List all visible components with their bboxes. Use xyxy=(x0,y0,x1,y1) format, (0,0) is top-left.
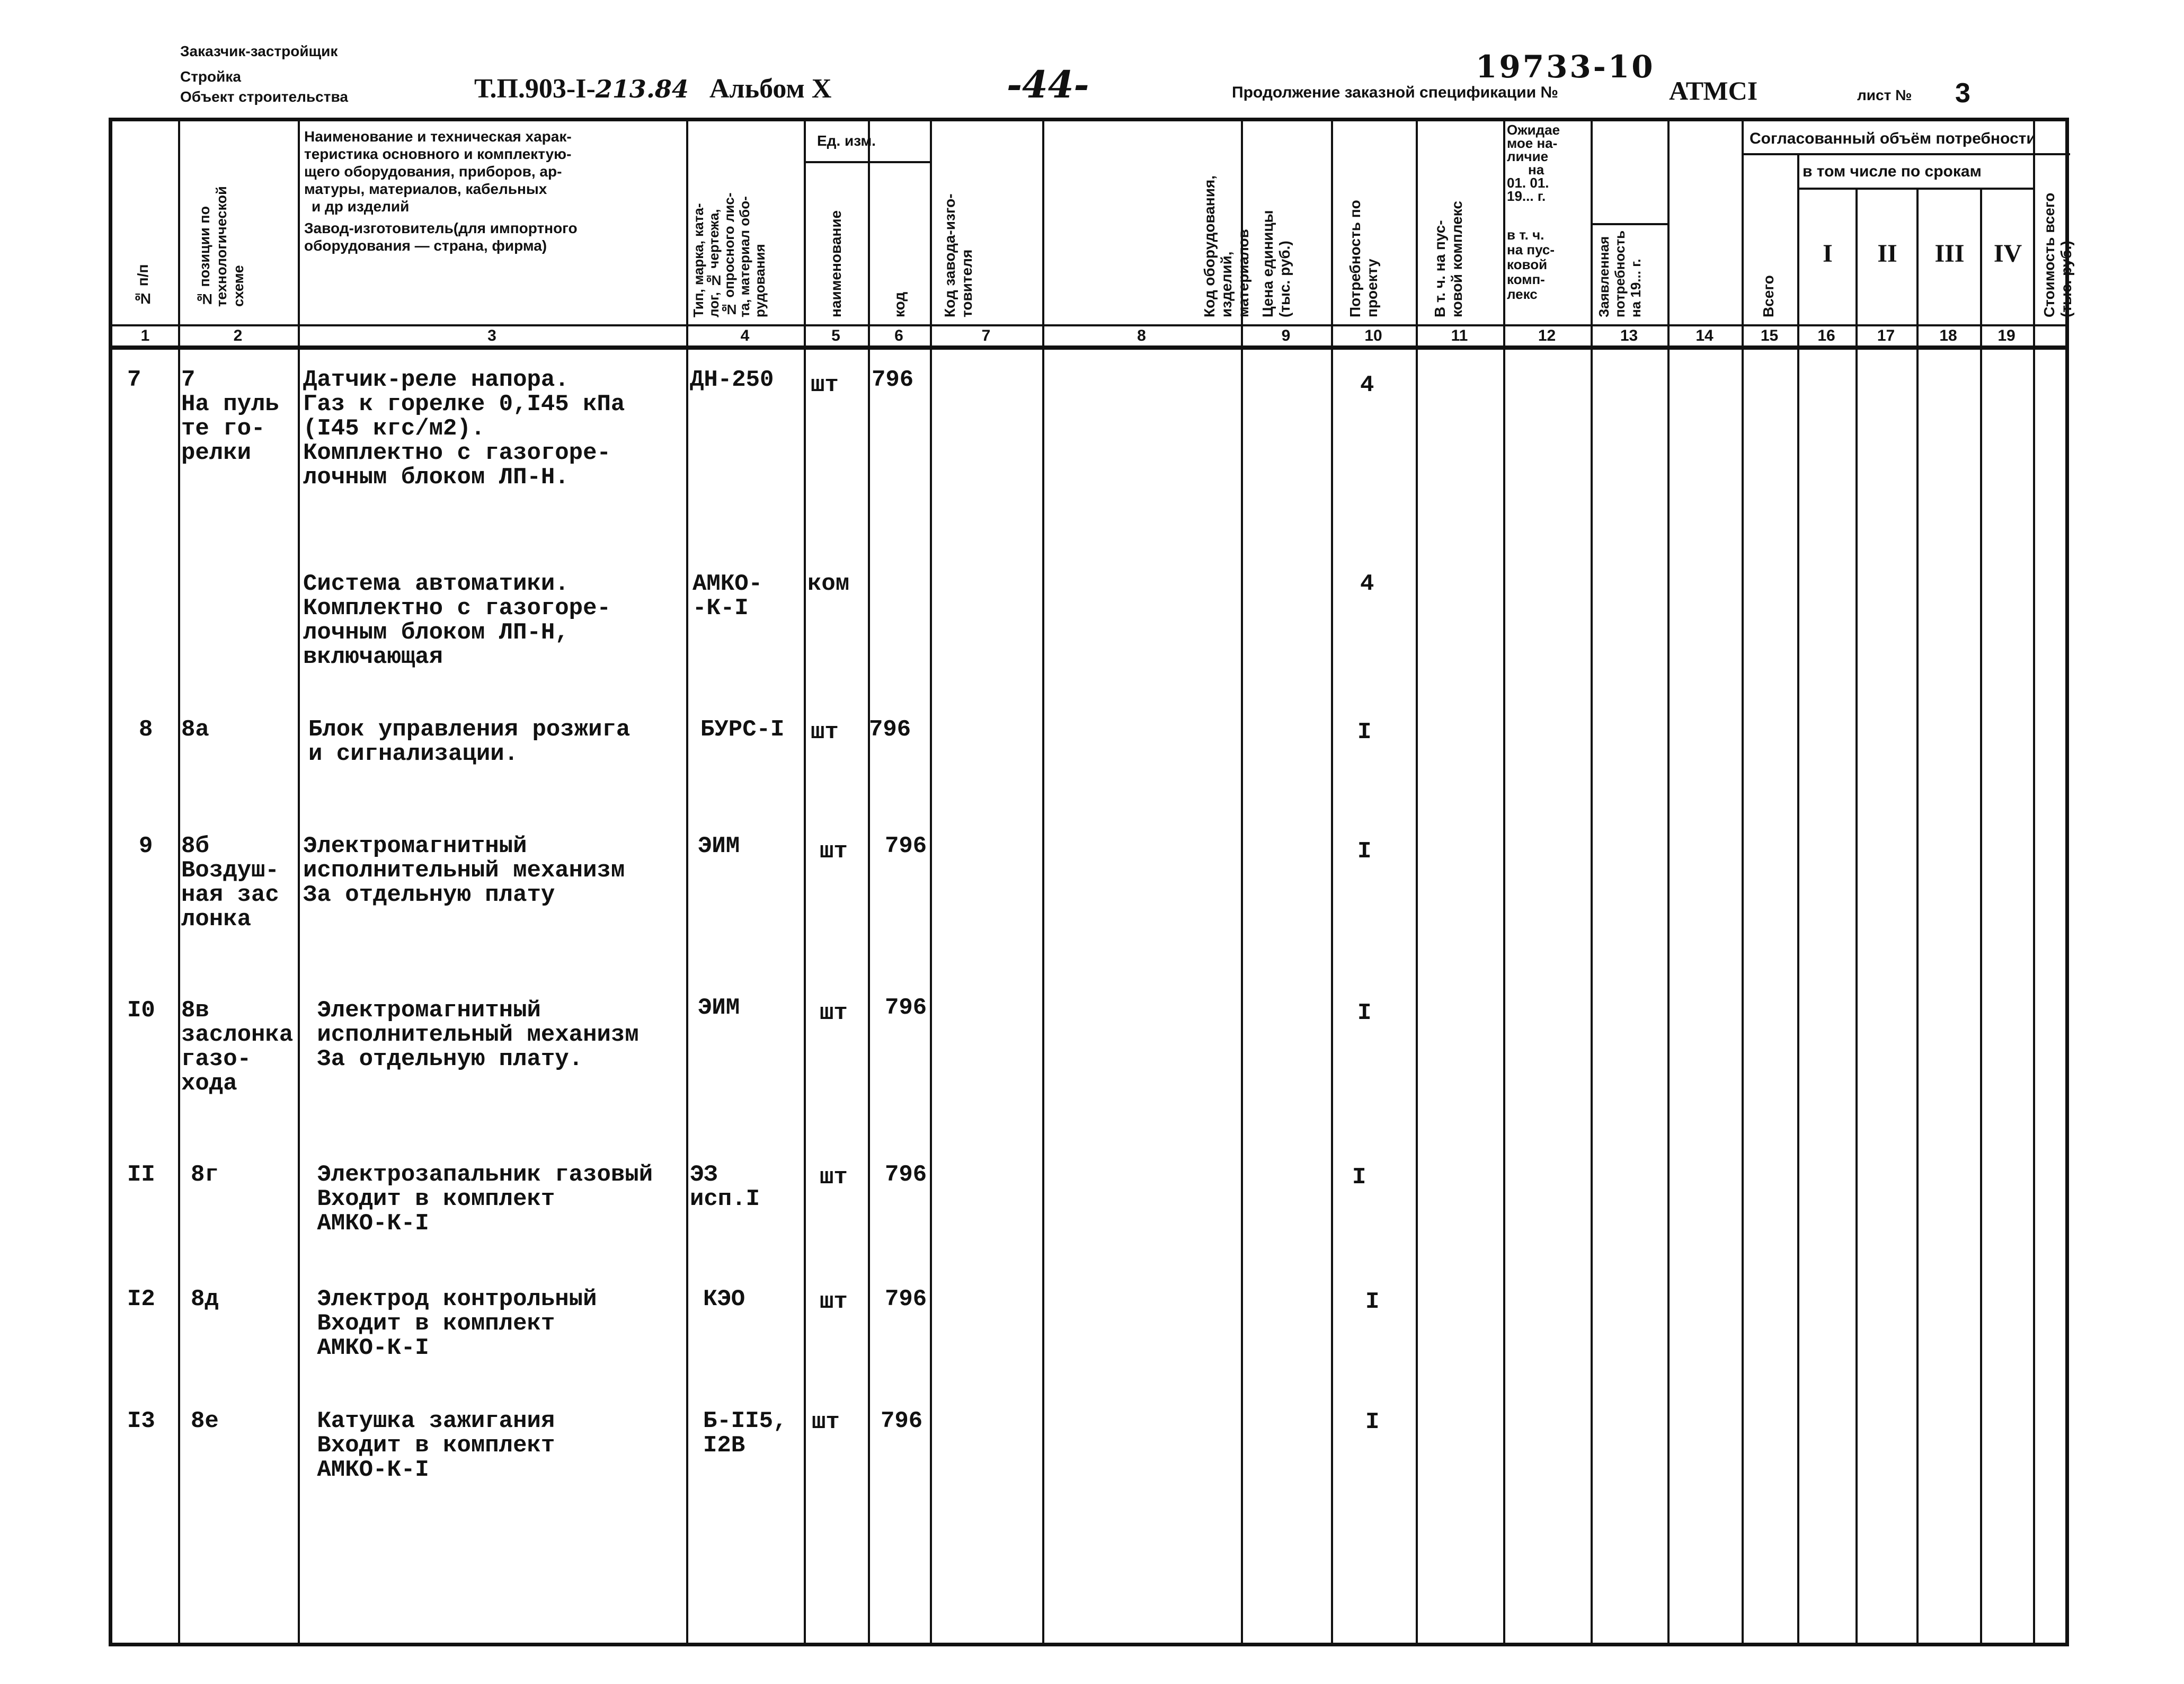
col-number: 6 xyxy=(894,327,903,344)
header-col16: II xyxy=(1877,240,1897,268)
row-type: БУРС-I xyxy=(700,716,785,743)
row-number: 8 xyxy=(139,716,153,743)
col-number: 16 xyxy=(1817,327,1835,344)
header-col3-line: и др изделий xyxy=(312,198,410,215)
row-name: Катушка зажигания Входит в комплект АМКО-К-I xyxy=(317,1408,555,1483)
row-name: Электрод контрольный Входит в комплект АМКО-К-I xyxy=(317,1286,597,1361)
col-line xyxy=(1742,121,1744,1645)
header-col12-line: Ожидае xyxy=(1507,122,1560,138)
header-col8-line: изделий, xyxy=(1218,251,1235,317)
col-line xyxy=(1503,121,1505,1645)
col-number: 12 xyxy=(1538,327,1556,344)
row-position: 7 На пуль те го- релки xyxy=(181,367,279,466)
col-number: 15 xyxy=(1760,327,1779,344)
customer-label: Заказчик-застройщик xyxy=(180,43,338,59)
row-name: Электромагнитный исполнительный механизм За отдельную плату xyxy=(303,833,625,908)
row-number: II xyxy=(127,1162,155,1188)
header-col12-line: на пус- xyxy=(1507,242,1555,258)
header-agreed-group: Согласованный объём потребности xyxy=(1750,130,2036,147)
row-name: Электрозапальник газовый Входит в комплект АМКО-К-I xyxy=(317,1162,653,1237)
col-line xyxy=(1042,121,1044,1645)
header-col12-top xyxy=(1507,123,1560,203)
row-position: 8е xyxy=(191,1408,219,1434)
col-line xyxy=(804,121,806,1645)
row-quantity: I xyxy=(1352,1164,1366,1191)
project-code xyxy=(474,73,831,104)
header-col3-line: теристика основного и комплектую- xyxy=(304,146,572,162)
header-col12-line: в т. ч. xyxy=(1507,227,1544,243)
row-unit: шт xyxy=(820,1164,848,1191)
header-col18: IV xyxy=(1993,240,2022,268)
header-col4-line: № опросного лис- xyxy=(721,192,737,317)
col-line xyxy=(868,121,870,1645)
col-line xyxy=(1916,188,1919,1645)
row-quantity: I xyxy=(1365,1289,1380,1315)
header-col8 xyxy=(1201,132,1252,317)
col-line xyxy=(1667,121,1670,1645)
header-col7-line: товителя xyxy=(958,249,975,317)
col-line xyxy=(178,121,180,1645)
header-col3-line: Завод-изготовитель(для импортного xyxy=(304,220,578,236)
row-unit-code: 796 xyxy=(885,833,927,859)
header-col4-line: Тип, марка, ката- xyxy=(690,203,706,317)
header-col13 xyxy=(1596,196,1644,317)
row-quantity: I xyxy=(1357,1000,1372,1026)
header-col12-line: личие xyxy=(1507,148,1549,164)
header-col1: № п/п xyxy=(135,264,151,307)
header-col5: наименование xyxy=(828,210,844,317)
header-col12-line: 19... г. xyxy=(1507,188,1546,204)
header-col19 xyxy=(2041,137,2075,317)
header-col3-line: оборудования — страна, фирма) xyxy=(304,237,547,254)
header-col12-bottom xyxy=(1507,227,1555,302)
header-col9-line: (тыс. руб.) xyxy=(1276,241,1293,317)
col-line xyxy=(686,121,688,1645)
row-position: 8б Воздуш- ная зас лонка xyxy=(181,833,279,933)
header-col6: код xyxy=(891,291,908,317)
col-number: 14 xyxy=(1695,327,1714,344)
row-unit: шт xyxy=(820,838,848,865)
row-unit: шт xyxy=(820,1289,848,1315)
row-number: I2 xyxy=(127,1286,155,1313)
col-line xyxy=(1416,121,1418,1645)
header-col11-line: ковой комплекс xyxy=(1449,201,1465,317)
row-quantity: 4 xyxy=(1360,372,1374,398)
row-position: 8в заслонка газо- хода xyxy=(181,997,294,1097)
row-name: Электромагнитный исполнительный механизм За отдельную плату. xyxy=(317,997,639,1073)
col-number: 1 xyxy=(140,327,150,344)
continuation-label: Продолжение заказной спецификации № xyxy=(1232,84,1558,101)
row-name: Система автоматики. Комплектно с газогоре- лочным блоком ЛП-Н, включающая xyxy=(303,571,611,670)
row-unit: шт xyxy=(820,1000,848,1026)
doc-number: 19733-10 xyxy=(1476,49,1655,85)
header-col3-line: щего оборудования, приборов, ар- xyxy=(304,163,562,180)
header-unit-group: Ед. изм. xyxy=(817,132,876,149)
row-unit-code: 796 xyxy=(885,1162,927,1188)
header-col3-line: матуры, материалов, кабельных xyxy=(304,181,547,197)
col-line xyxy=(930,121,932,1645)
header-col4-line: лог, № чертежа, xyxy=(706,209,722,317)
header-col13-line: на 19... г. xyxy=(1628,259,1644,317)
col-number: 3 xyxy=(487,327,496,344)
header-col4-line: рудования xyxy=(752,244,768,317)
row-unit-code: 796 xyxy=(881,1408,923,1434)
header-col3 xyxy=(304,128,683,254)
row-type: ЭЗ исп.I xyxy=(690,1162,760,1212)
header-col12-line: лекс xyxy=(1507,286,1538,302)
header-col4 xyxy=(691,132,768,317)
header-col2: № позиции по технологической схеме xyxy=(197,186,246,307)
header-col8-line: материалов xyxy=(1235,229,1251,317)
header-col11-line: В т. ч. на пус- xyxy=(1432,220,1448,317)
header-col12-line: ковой xyxy=(1507,256,1548,272)
project-code-handwritten: 213.84 xyxy=(595,75,689,103)
row-position: 8д xyxy=(191,1286,219,1313)
col-line xyxy=(1980,188,1982,1645)
row-number: 9 xyxy=(139,833,153,859)
row-quantity: I xyxy=(1365,1409,1380,1435)
row-type: ЭИМ xyxy=(698,995,740,1021)
header-col15: I xyxy=(1823,240,1833,268)
row-type: ДН-250 xyxy=(690,367,774,393)
object-label: Объект строительства xyxy=(180,88,348,105)
sheet-number: 3 xyxy=(1955,78,1970,109)
row-number: I0 xyxy=(127,997,155,1024)
header-col14: Всего xyxy=(1760,275,1777,317)
row-number: I3 xyxy=(127,1408,155,1434)
col-number: 18 xyxy=(1939,327,1957,344)
header-col12-line: комп- xyxy=(1507,271,1545,287)
row-type: АМКО- -К-I xyxy=(693,571,763,622)
header-col3-line: Наименование и техническая харак- xyxy=(304,128,572,145)
row-position: 8г xyxy=(191,1162,219,1188)
col-line xyxy=(298,121,300,1645)
header-by-terms: в том числе по срокам xyxy=(1803,163,1982,180)
header-col4-line: та, материал обо- xyxy=(736,196,752,317)
header-col11 xyxy=(1432,153,1466,317)
row-quantity: 4 xyxy=(1360,571,1374,597)
col-line xyxy=(1241,121,1243,1645)
row-unit-code: 796 xyxy=(872,367,914,393)
header-col10-line: Потребность по xyxy=(1347,200,1363,317)
row-name: Блок управления розжига и сигнализации. xyxy=(308,716,631,767)
row-line xyxy=(804,161,930,163)
specification-table xyxy=(109,118,2074,1646)
spec-id: АТМСI xyxy=(1669,76,1758,105)
col-number: 11 xyxy=(1451,327,1468,344)
col-number: 7 xyxy=(981,327,991,344)
header-col12-line: 01. 01. xyxy=(1507,175,1549,191)
header-col7-line: Код завода-изго- xyxy=(942,193,958,317)
col-number: 8 xyxy=(1137,327,1146,344)
project-code-typed: Т.П.903-I- xyxy=(474,74,596,104)
col-number: 17 xyxy=(1877,327,1895,344)
row-unit: шт xyxy=(812,1409,840,1435)
col-line xyxy=(1855,188,1858,1645)
row-unit: шт xyxy=(811,372,839,398)
row-unit-code: 796 xyxy=(869,716,911,743)
header-col12-line: мое на- xyxy=(1507,135,1558,151)
header-col12-line: на xyxy=(1528,162,1544,178)
header-col19-line: (тыс. руб.) xyxy=(2058,241,2074,317)
sheet-label: лист № xyxy=(1857,87,1912,103)
row-number: 7 xyxy=(127,367,141,393)
site-label: Стройка xyxy=(180,68,241,85)
row-type: ЭИМ xyxy=(698,833,740,859)
header-col9-line: Цена единицы xyxy=(1259,210,1276,317)
col-line xyxy=(1331,121,1333,1645)
header-col10 xyxy=(1347,153,1381,317)
header-col8-line: Код оборудования, xyxy=(1201,175,1218,317)
col-number: 2 xyxy=(233,327,243,344)
row-quantity: I xyxy=(1357,719,1372,746)
row-unit: ком xyxy=(807,571,850,597)
row-name: Датчик-реле напора. Газ к горелке 0,I45 кПа (I45 кгс/м2). Комплектно с газогоре- лочным блоком ЛП-Н. xyxy=(303,367,625,491)
row-quantity: I xyxy=(1357,838,1372,865)
header-col9 xyxy=(1259,169,1293,317)
col-line xyxy=(2033,121,2035,1645)
col-line xyxy=(1591,121,1593,1645)
row-line xyxy=(1797,188,2033,190)
row-unit: шт xyxy=(811,719,839,746)
header-col13-line: Заявленная xyxy=(1596,236,1612,317)
header-col13-line: потребность xyxy=(1612,230,1628,317)
row-unit-code: 796 xyxy=(885,1286,927,1313)
header-col17: III xyxy=(1934,240,1965,268)
col-number: 4 xyxy=(740,327,750,344)
album-label: Альбом X xyxy=(709,74,832,104)
col-number: 10 xyxy=(1364,327,1382,344)
col-number: 19 xyxy=(1997,327,2016,344)
col-number: 5 xyxy=(831,327,840,344)
header-col7 xyxy=(942,137,975,317)
row-type: КЭО xyxy=(703,1286,745,1313)
row-line xyxy=(1742,153,2070,155)
header-col19-line: Стоимость всего xyxy=(2041,192,2057,317)
row-type: Б-II5, I2В xyxy=(703,1408,787,1459)
header-col10-line: проекту xyxy=(1364,259,1380,317)
col-number: 9 xyxy=(1281,327,1291,344)
row-unit-code: 796 xyxy=(885,995,927,1021)
row-position: 8а xyxy=(181,716,209,743)
col-line xyxy=(1797,153,1799,1645)
col-number: 13 xyxy=(1620,327,1638,344)
page-mark: -44- xyxy=(1007,63,1089,107)
